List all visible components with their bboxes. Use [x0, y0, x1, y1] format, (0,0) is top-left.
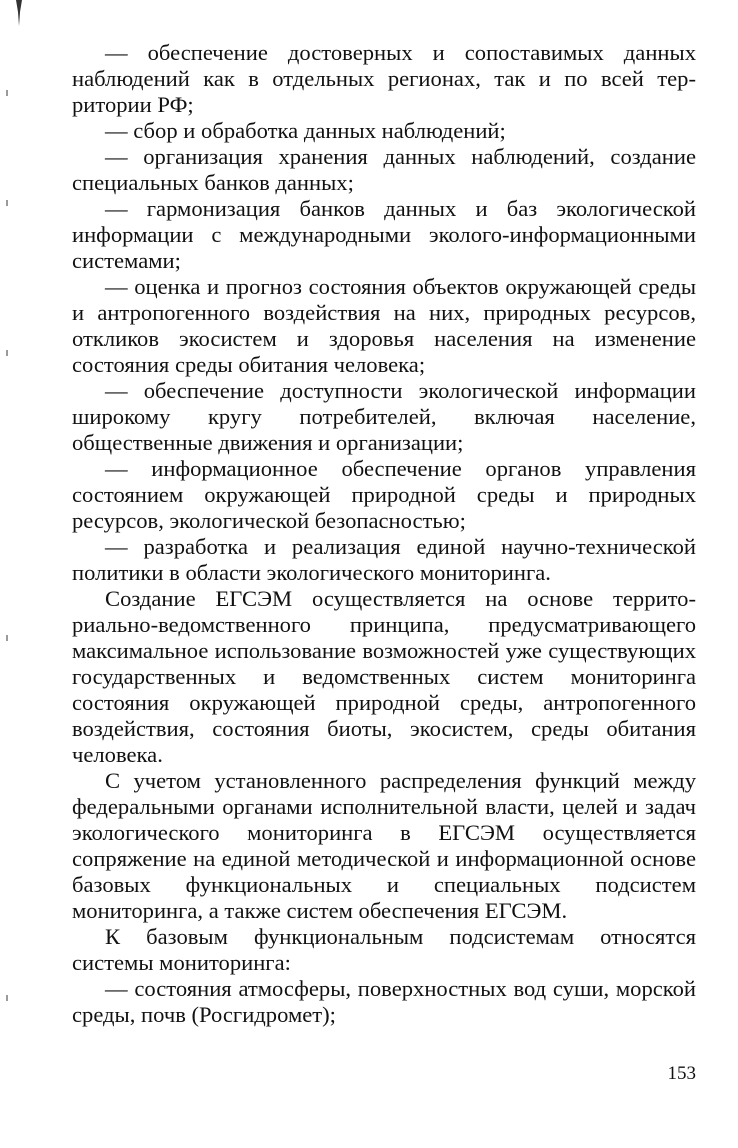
scan-edge-dot — [6, 635, 8, 641]
paragraph: — обеспечение доступности экологической информации широкому кругу потребителей, включая население, общественные движения и организации; — [72, 378, 696, 455]
page-body — [72, 40, 696, 1028]
scan-edge-dot — [6, 90, 8, 96]
paragraph: — сбор и обработка данных наблюдений; — [105, 118, 506, 143]
scan-edge-dot — [6, 995, 8, 1001]
scan-edge-dot — [6, 200, 8, 206]
paragraph: — оценка и прогноз состояния объектов окружающей среды и антропогенного воздействия на них, природных ресурсов, откликов экосистем и здоровья населения на изменение состояния среды обитания человека; — [72, 274, 696, 377]
scan-artifact-mark — [14, 0, 24, 30]
paragraph: — гармонизация банков данных и баз экологической информации с международными эколого-информационными системами; — [72, 196, 696, 273]
paragraph: С учетом установленного распределения функций между федеральными органами исполнительной власти, целей и задач экологического мониторинга в ЕГСЭМ осуществляется сопряжение на единой методической и информационной основе базовых функциональных и специальных подсистем мониторинга, а также систем обеспечения ЕГСЭМ. — [72, 768, 696, 923]
paragraph: Создание ЕГСЭМ осуществляется на основе территориально-ведомственного принципа, предусматривающего максимальное использование возможностей уже существующих государственных и ведомственных систем мониторинга состояния окружающей природной среды, антропогенного воздействия, состояния биоты, экосистем, среды обитания человека. — [72, 586, 696, 767]
paragraph: — организация хранения данных наблюдений, создание специальных банков данных; — [72, 144, 696, 195]
page-number: 153 — [667, 1063, 696, 1084]
paragraph: — обеспечение достоверных и сопоставимых данных наблюдений как в отдельных регионах, так и по всей территории РФ; — [72, 40, 696, 117]
paragraph: — состояния атмосферы, поверхностных вод суши, морской среды, почв (Росгидромет); — [72, 976, 696, 1027]
paragraph: — разработка и реализация единой научно-технической политики в области экологического мониторинга. — [72, 534, 696, 585]
scan-edge-dot — [6, 350, 8, 356]
paragraph: — информационное обеспечение органов управления состоянием окружающей природной среды и природных ресурсов, экологической безопасностью; — [72, 456, 696, 533]
paragraph: К базовым функциональным подсистемам относятся системы мониторинга: — [72, 924, 696, 975]
